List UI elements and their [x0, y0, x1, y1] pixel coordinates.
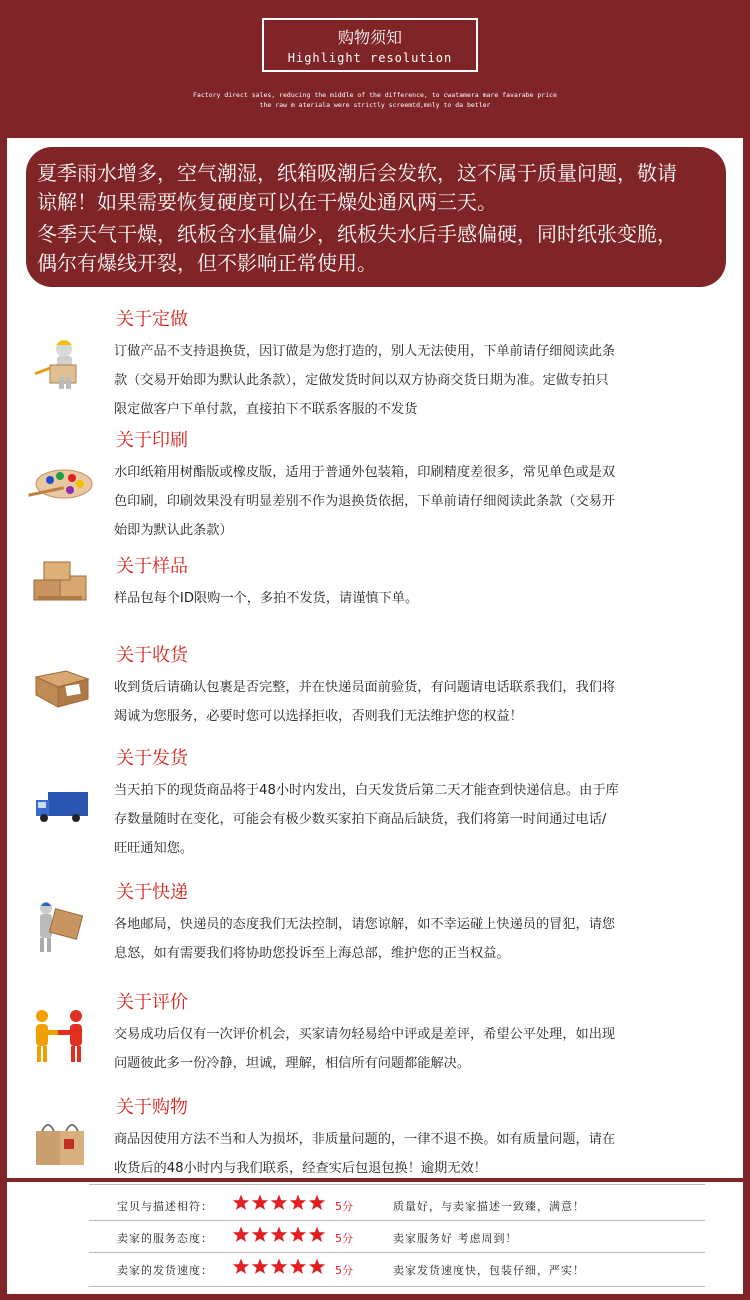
rating-label: 卖家的发货速度： [117, 1264, 213, 1277]
star-icon [233, 1195, 249, 1210]
divider [89, 1220, 705, 1221]
shopping-bag-icon [26, 1117, 94, 1177]
section-title: 关于评价 [116, 992, 188, 1013]
header-banner [0, 0, 750, 138]
title-box [262, 18, 478, 72]
section-title: 关于发货 [116, 748, 188, 769]
section-text-line: 限定做客户下单付款，直接拍下不联系客服的不发货 [114, 402, 418, 417]
star-icon [252, 1259, 268, 1274]
section-text-line: 样品包每个ID限购一个，多拍不发货，请谨慎下单。 [114, 591, 419, 606]
star-icon [271, 1195, 287, 1210]
rating-row-description [7, 1190, 743, 1222]
section-body [114, 776, 714, 863]
section-text-line: 水印纸箱用树酯版或橡皮版，适用于普通外包装箱，印刷精度差很多，常见单色或是双 [114, 465, 616, 480]
star-icon [252, 1227, 268, 1242]
section-text-line: 收到货后请确认包裹是否完整，并在快递员面前验货，有问题请电话联系我们，我们将 [114, 680, 616, 695]
section-body [114, 337, 714, 424]
section-text-line: 问题彼此多一份冷静，坦诚，理解，相信所有问题都能解决。 [114, 1056, 471, 1071]
rating-row-service [7, 1222, 743, 1254]
rating-label: 卖家的服务态度： [117, 1232, 213, 1245]
weather-notice [26, 147, 726, 287]
star-rating-icon [232, 1226, 327, 1244]
section-text-line: 竭诚为您服务，必要时您可以选择拒收，否则我们无法维护您的权益！ [114, 709, 523, 724]
boxes-icon [26, 556, 94, 616]
section-text-line: 交易成功后仅有一次评价机会，买家请勿轻易给中评或是差评，希望公平处理，如出现 [114, 1027, 616, 1042]
rating-score: 5分 [335, 1232, 353, 1245]
section-title: 关于定做 [116, 309, 188, 330]
notice-line: 夏季雨水增多，空气潮湿，纸箱吸潮后会发软，这不属于质量问题，敬请 [37, 161, 677, 185]
notice-line: 谅解！如果需要恢复硬度可以在干燥处通风两三天。 [37, 190, 497, 214]
star-icon [309, 1227, 325, 1242]
star-icon [252, 1195, 268, 1210]
section-text-line: 当天拍下的现货商品将于48小时内发出，白天发货后第二天才能查到快递信息。由于库 [114, 783, 619, 798]
courier-package-icon [26, 896, 94, 956]
page-title: 购物须知 [337, 28, 402, 47]
star-rating-icon [232, 1258, 327, 1276]
section-text-line: 旺旺通知您。 [114, 841, 194, 856]
section-text-line: 商品因使用方法不当和人为损坏，非质量问题的，一律不退不换。如有质量问题，请在 [114, 1132, 616, 1147]
divider [89, 1184, 705, 1185]
section-text-line: 各地邮局，快递员的态度我们无法控制，请您谅解，如不幸运碰上快递员的冒犯，请您 [114, 917, 616, 932]
star-icon [290, 1195, 306, 1210]
worker-pencil-icon [26, 331, 94, 391]
divider [89, 1286, 705, 1287]
open-box-icon [26, 655, 94, 715]
divider [89, 1252, 705, 1253]
section-text-line: 存数量随时在变化，可能会有极少数买家拍下商品后缺货，我们将第一时间通过电话/ [114, 812, 607, 827]
section-body [114, 1125, 714, 1183]
section-body [114, 1020, 714, 1078]
section-text-line: 收货后的48小时内与我们联系，经查实后包退包换！逾期无效！ [114, 1161, 487, 1176]
section-body [114, 458, 714, 545]
section-title: 关于印刷 [116, 430, 188, 451]
section-text-line: 色印刷，印刷效果没有明显差别不作为退换货依据，下单前请仔细阅读此条款（交易开 [114, 494, 616, 509]
notice-line: 冬季天气干燥，纸板含水量偏少，纸板失水后手感偏硬，同时纸张变脆， [37, 222, 677, 246]
rating-comment: 卖家发货速度快，包装仔细，严实！ [393, 1264, 585, 1277]
rating-label: 宝贝与描述相符： [117, 1200, 213, 1213]
star-icon [233, 1259, 249, 1274]
section-title: 关于收货 [116, 645, 188, 666]
paint-palette-icon [26, 452, 94, 512]
page-subtitle: Highlight resolution [287, 51, 453, 65]
ratings-table [7, 1182, 743, 1294]
rating-comment: 卖家服务好 考虑周到！ [393, 1232, 518, 1245]
section-body [114, 673, 714, 731]
section-text-line: 始即为默认此条款） [114, 523, 233, 538]
star-icon [309, 1259, 325, 1274]
section-title: 关于购物 [116, 1097, 188, 1118]
star-icon [233, 1227, 249, 1242]
rating-comment: 质量好，与卖家描述一致臻，满意！ [393, 1200, 585, 1213]
star-icon [271, 1227, 287, 1242]
tagline-line-2: the raw m ateriala were strictly screemtd,mnly to da betler [259, 101, 491, 109]
star-icon [271, 1259, 287, 1274]
section-body [114, 584, 714, 613]
section-text-line: 息怒，如有需要我们将协助您投诉至上海总部，维护您的正当权益。 [114, 946, 510, 961]
rating-score: 5分 [335, 1264, 353, 1277]
section-title: 关于快递 [116, 882, 188, 903]
star-icon [309, 1195, 325, 1210]
section-title: 关于样品 [116, 556, 188, 577]
section-body [114, 910, 714, 968]
rating-score: 5分 [335, 1200, 353, 1213]
section-text-line: 订做产品不支持退换货，因订做是为您打造的，别人无法使用，下单前请仔细阅读此条 [114, 344, 616, 359]
star-icon [290, 1227, 306, 1242]
star-rating-icon [232, 1194, 327, 1212]
notice-line: 偶尔有爆线开裂，但不影响正常使用。 [37, 251, 377, 275]
star-icon [290, 1259, 306, 1274]
handshake-icon [26, 1006, 94, 1066]
delivery-truck-icon [26, 778, 94, 838]
tagline-line-1: Factory direct sales, reducing the middle of the difference, to cwatamera mare favarabe price [193, 91, 557, 99]
section-text-line: 款（交易开始即为默认此条款），定做发货时间以双方协商交货日期为准。定做专拍只 [114, 373, 609, 388]
rating-row-delivery-speed [7, 1254, 743, 1286]
